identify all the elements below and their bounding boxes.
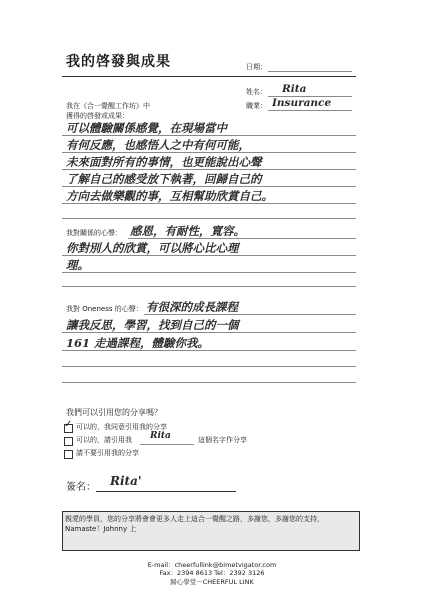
inner-voice-label: 我對關係的心聲： [66,229,122,237]
oneness-line: 讓我反思，學習，找到自己的一個 [66,318,239,332]
ruled-line [62,203,356,204]
oneness-inline: 有很深的成長課程 [146,300,238,314]
consent-option-2-name: Rita [150,431,171,441]
ruled-line [62,272,356,273]
contact-email: E-mail：cheerfullink@bimetvigator.com [147,561,277,569]
job-label: 職業： [246,102,267,110]
ruled-line [144,314,356,315]
oneness-line: 161 走過課程，體驗你我。 [66,336,210,350]
organization-name: 歸心學堂－CHEERFUL LINK [170,578,254,586]
ruled-line [62,186,356,187]
ruled-line [62,382,356,383]
workshop-intro: 我在《合一覺醒工作坊》中 [66,102,150,110]
signature-label: 簽名： [66,482,96,493]
ruled-line [128,238,356,239]
gains-line: 有何反應，也感悟人之中有何可能， [66,138,250,152]
name-value: Rita [282,83,307,95]
ruled-line [62,255,356,256]
inner-voice-line: 理。 [66,258,89,272]
ruled-line [62,350,356,351]
oneness-label: 我對 Oneness 的心聲： [66,305,143,313]
ruled-line [62,286,356,287]
gains-line: 了解自己的感受放下執著，回歸自己的 [66,172,262,186]
gains-line: 方向去做樂觀的事，互相幫助欣賞自己。 [66,189,273,203]
contact-phone: Fax：2394 8613 Tel：2392 3126 [159,569,265,577]
page-title: 我的啓發與成果 [66,54,171,70]
gains-line: 未來面對所有的事情，也更能說出心聲 [66,155,262,169]
consent-option-2-suffix: 這個名字作分享 [198,436,247,444]
signature-value: Rita' [110,474,142,488]
consent-option-2-prefix: 可以的，請引用我 [76,436,132,444]
consent-option-3-label: 請不要引用我的分享 [76,449,139,457]
signature-line [96,491,236,492]
ruled-line [62,218,356,219]
consent-option-1-label: 可以的，我同意引用我的分享 [76,423,167,431]
consent-option-3-checkbox[interactable] [64,450,73,459]
consent-option-2-checkbox[interactable] [64,437,73,446]
consent-question: 我們可以引用您的分享嗎？ [66,408,162,417]
job-line [268,110,352,111]
check-mark-icon: ✓ [64,419,73,430]
gains-label: 獲得的啓發或成果： [66,112,129,120]
title-rule [62,76,356,77]
ruled-line [62,366,356,367]
ruled-line [62,135,356,136]
gains-line: 可以體驗關係感覺，在現場當中 [66,121,227,135]
ruled-line [62,332,356,333]
ruled-line [62,169,356,170]
job-value: Insurance [272,97,332,109]
name-label: 姓名： [246,88,267,96]
inner-voice-line: 你對別人的欣賞，可以將心比心理 [66,241,239,255]
inner-voice-inline: 感恩，有耐性，寬容。 [130,224,245,238]
date-line [268,71,352,72]
name-field-line [140,444,194,445]
footer-message: 親愛的學員，您的分享將會會更多人走上這合一覺醒之路，多謝您，多謝您的支持，Namaste！Johnny 上 [65,515,324,533]
ruled-line [62,152,356,153]
date-label: 日期： [246,63,267,71]
